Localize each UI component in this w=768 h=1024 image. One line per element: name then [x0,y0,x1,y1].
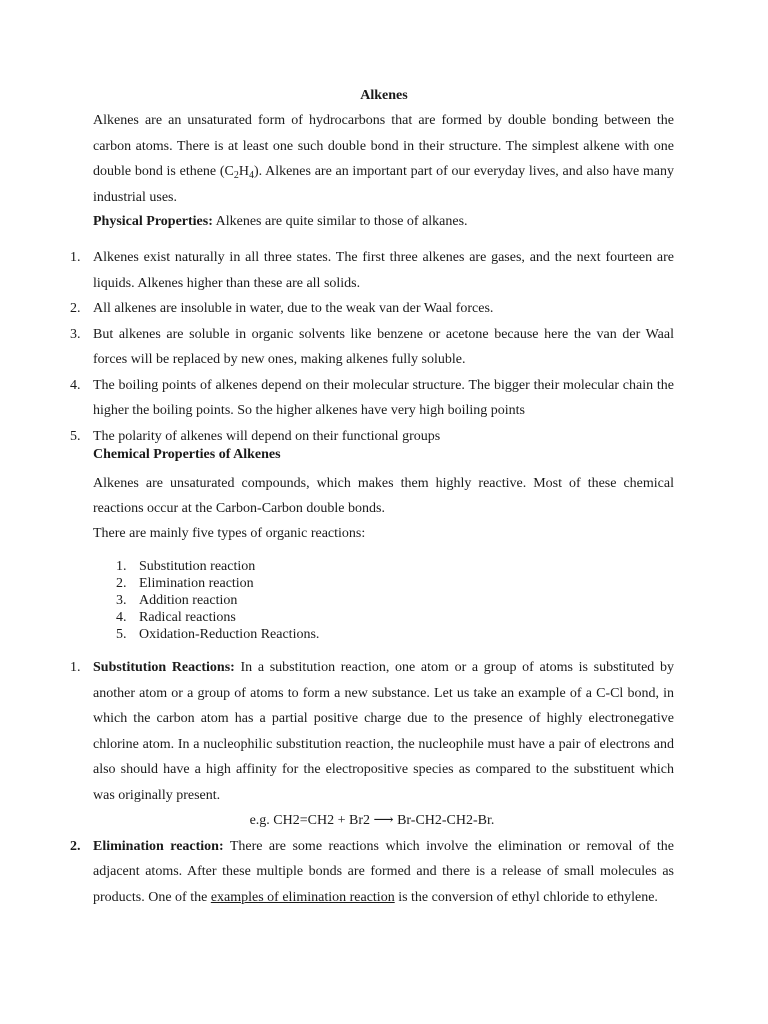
list-number: 4. [116,610,127,625]
chemical-properties-heading: Chemical Properties of Alkenes [93,447,281,462]
list-item [70,424,674,450]
intro-text-before: Alkenes are an unsaturated form of hydrocarbons that are formed by double bonding between the carbon atoms. There is at least one such double bond in their structure. The simplest alkene with one double bond is ethene (C [93,113,674,179]
list-number: 2. [70,301,81,316]
list-item [116,609,319,626]
list-item-text: Alkenes exist naturally in all three states. The first three alkenes are gases, and the next fourteen are liquids. Alkenes higher than these are all solids. [93,250,674,291]
reactions-detail-list [70,655,674,910]
chemical-properties-paragraph: Alkenes are unsaturated compounds, which makes them highly reactive. Most of these chemical reactions occur at the Carbon-Carbon double bonds. [93,476,674,516]
list-number: 4. [70,377,81,393]
list-number: 2. [116,576,127,591]
reaction-types-intro: There are mainly five types of organic reactions: [93,526,366,541]
list-number: 1. [70,660,81,675]
elimination-examples-link[interactable]: examples of elimination reaction [210,889,395,905]
list-number: 3. [70,326,81,342]
list-item [116,575,319,592]
list-number: 2. [70,838,81,854]
list-item-text: The boiling points of alkenes depend on their molecular structure. The bigger their molecular chain the higher the boiling points. So the higher alkenes have very high boiling points [93,377,674,418]
list-item-text: But alkenes are soluble in organic solvents like benzene or acetone because here the van der Waal forces will be replaced by new ones, making alkenes fully soluble. [93,326,674,367]
substitution-text: In a substitution reaction, one atom or a group of atoms is substituted by another atom or a group of atoms to form a new substance. Let us take an example of a C-Cl bond, in which the carbon atom has a partial positive charge due to the presence of highly electronegative chlorine atom. In a nucleophilic substitution reaction, the nucleophile must have a pair of electrons and also should have a high affinity for the electropositive species as compared to the substituent which was originally present. [93,660,674,803]
list-number: 1. [116,559,127,574]
formula-subscript-1: 2 [233,170,239,181]
physical-properties-text: Alkenes are quite similar to those of alkanes. [212,214,468,229]
formula-h: H [238,164,249,179]
elimination-text-after: is the conversion of ethyl chloride to ethylene. [394,889,658,905]
list-item-text: Addition reaction [139,593,238,608]
list-item [70,296,674,322]
substitution-section [70,655,674,834]
intro-text-after: ). Alkenes are an important part of our everyday lives, and also have many industrial uses. [93,164,674,205]
list-item [70,373,674,424]
elimination-text-before: There are some reactions which involve the elimination or removal of the adjacent atoms. After these multiple bonds are formed and there is a release of small molecules as products. One of the [93,838,674,905]
physical-properties-paragraph [93,209,674,235]
formula-subscript-2: 4 [248,170,254,181]
list-item [70,322,674,373]
substitution-heading: Substitution Reactions: [93,660,235,675]
physical-properties-list [70,245,674,449]
list-number: 5. [70,428,81,444]
intro-paragraph [93,108,674,210]
list-item-text: Elimination reaction [139,576,254,591]
list-number: 1. [70,250,81,265]
list-number: 3. [116,593,127,608]
list-item-text: All alkenes are insoluble in water, due to the weak van der Waal forces. [93,301,494,316]
list-item [116,558,319,575]
list-item [70,245,674,296]
list-item-text: Substitution reaction [139,559,256,574]
elimination-heading: Elimination reaction: [93,838,224,854]
page-title: Alkenes [360,88,408,103]
elimination-section [70,834,674,911]
substitution-example: e.g. CH2=CH2 + Br2 ⟶ Br-CH2-CH2-Br. [249,813,495,828]
list-number: 5. [116,627,127,642]
list-item-text: Radical reactions [139,610,236,625]
list-item [116,626,319,643]
list-item-text: Oxidation-Reduction Reactions. [139,627,320,642]
list-item-text: The polarity of alkenes will depend on their functional groups [93,428,441,444]
physical-properties-heading: Physical Properties: [93,214,213,229]
list-item [116,592,319,609]
reaction-types-list [116,558,319,643]
